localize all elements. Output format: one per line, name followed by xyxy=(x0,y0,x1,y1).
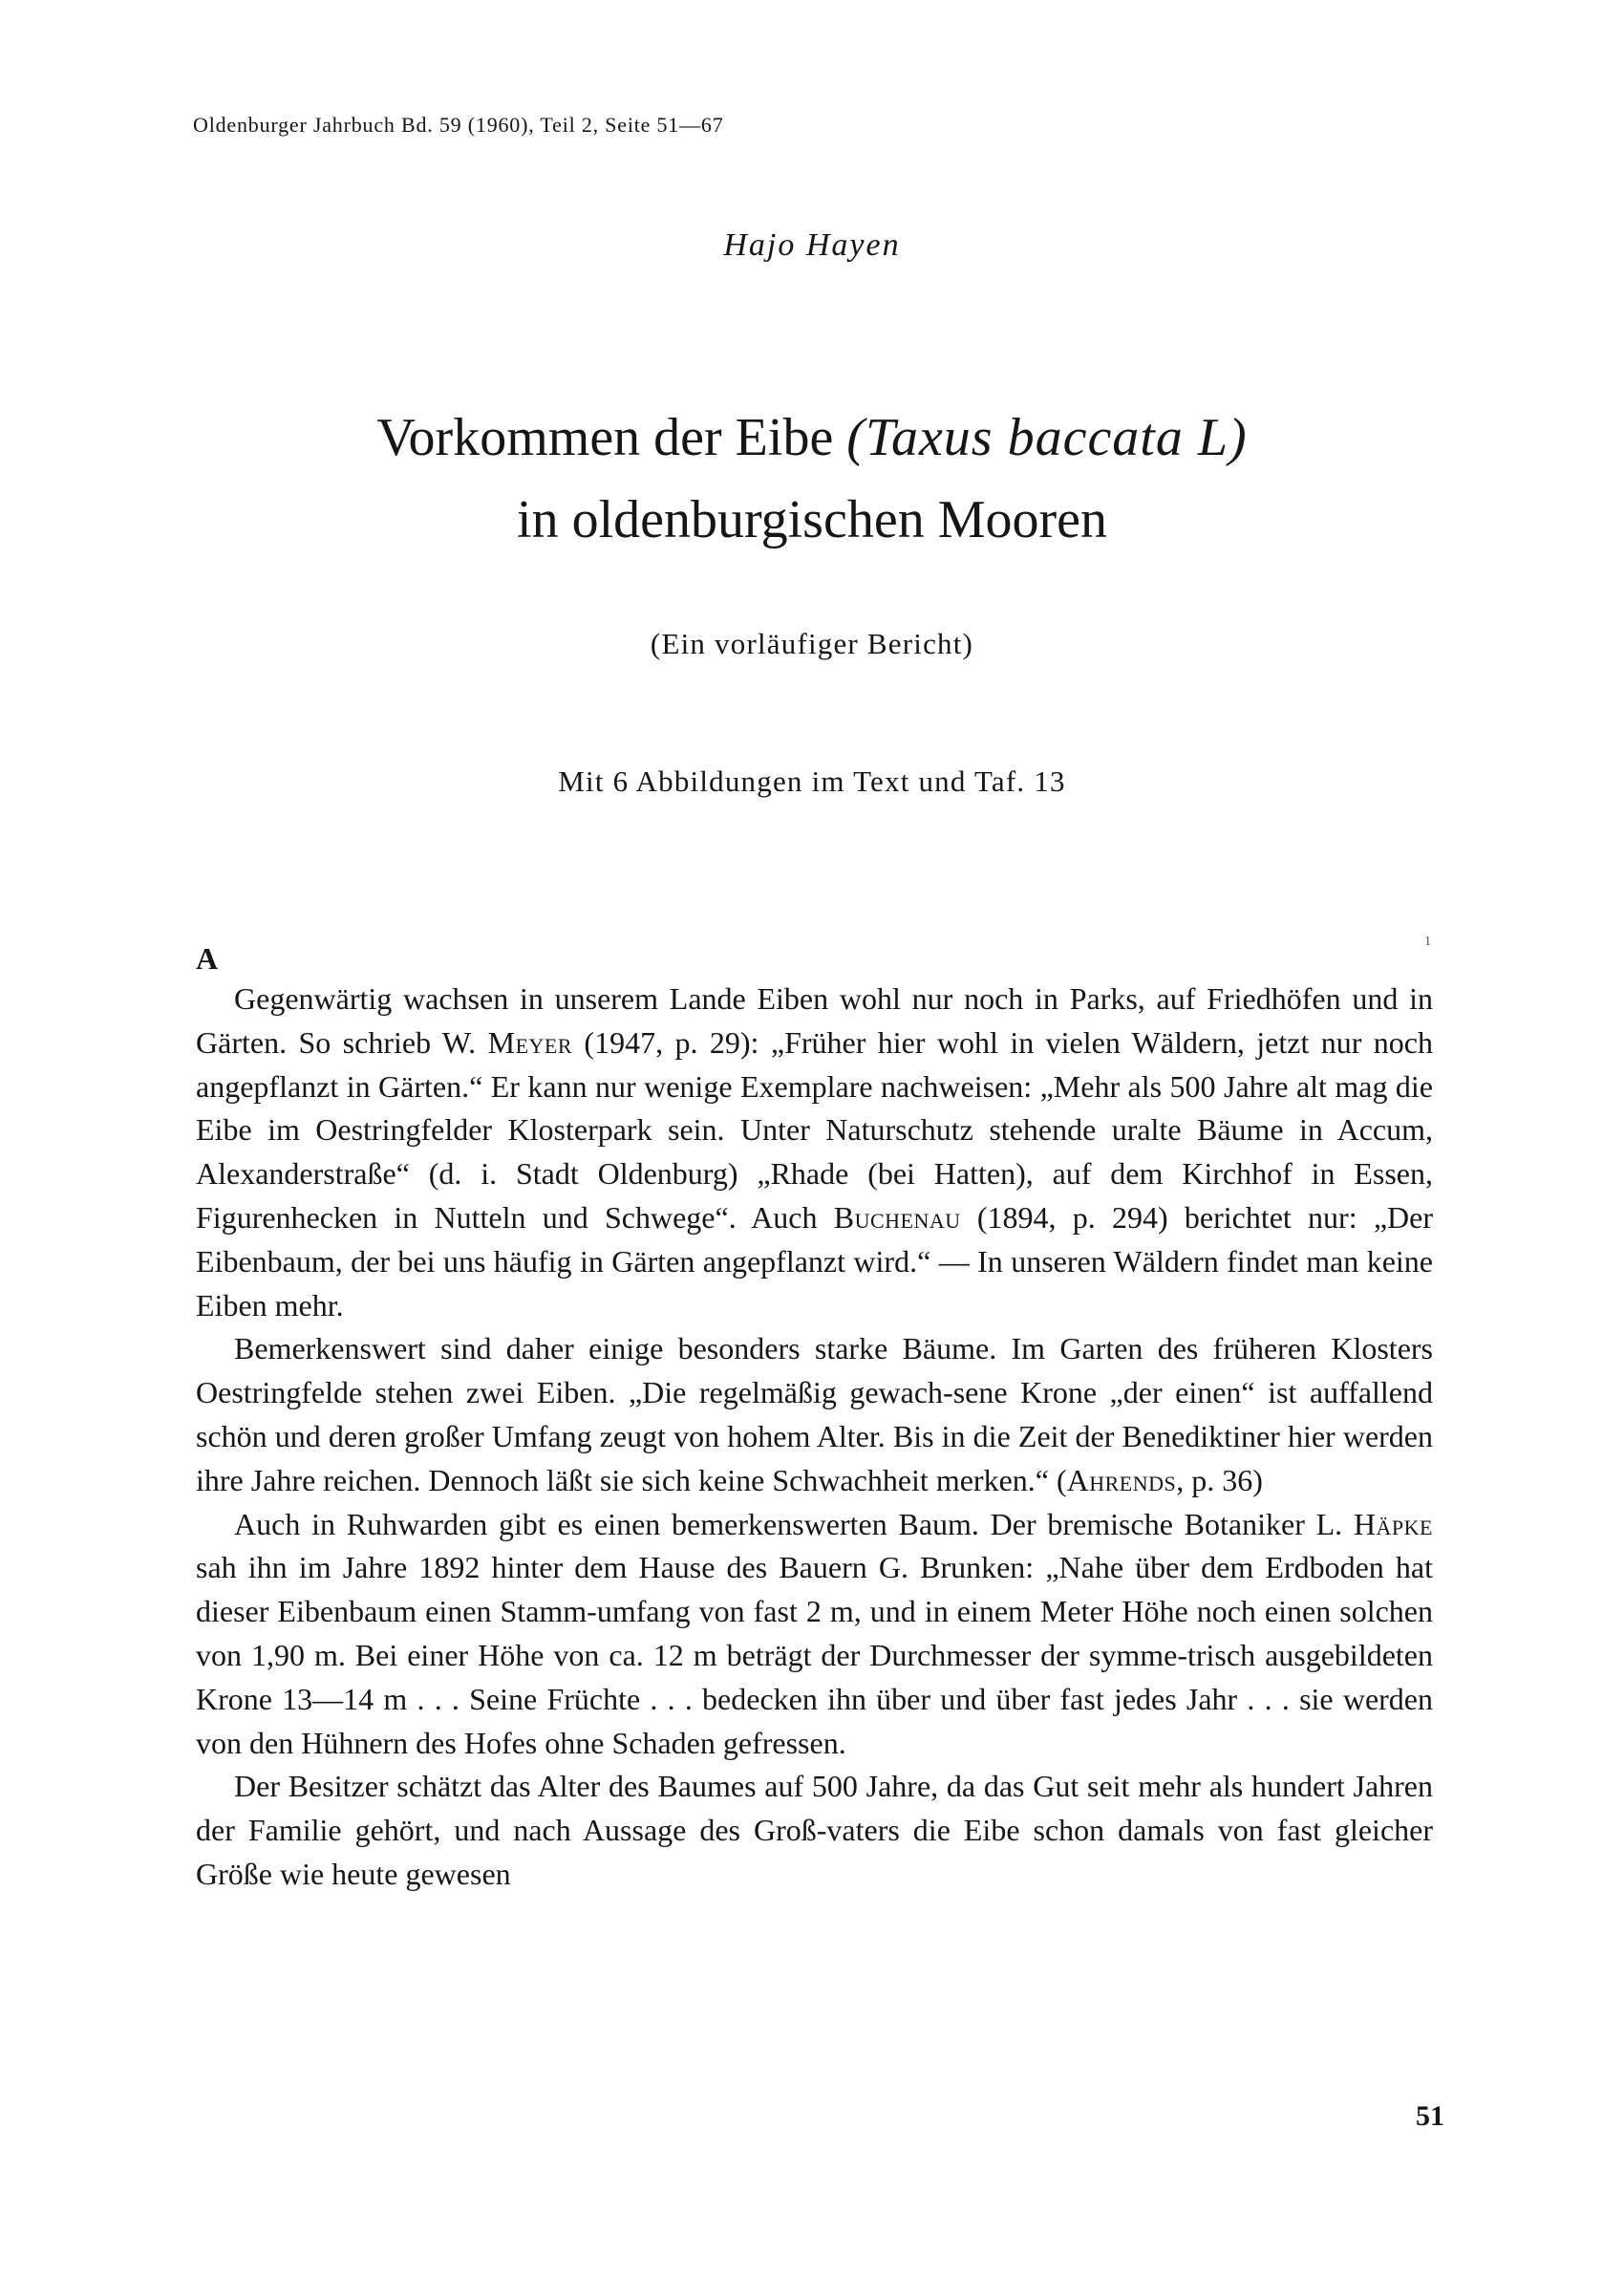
title-latin-name: (Taxus baccata L) xyxy=(846,408,1248,467)
body-text xyxy=(196,978,1433,1897)
paragraph-3-text-b: sah ihn im Jahre 1892 hinter dem Hause des Bauern G. Brunken: „Nahe über dem Erdboden hat dieser Eibenbaum einen Stamm-umfang von fast 2 m, und in einem Meter Höhe noch einen solchen von 1,90 m. Bei einer Höhe von ca. 12 m beträgt der Durchmesser der symme-trisch ausgebildeten Krone 13—14 m . . . Seine Früchte . . . bedecken ihn über und über fast jedes Jahr . . . sie werden von den Hühnern des Hofes ohne Schaden gefressen. xyxy=(196,1550,1433,1760)
page-number: 51 xyxy=(1416,2100,1444,2132)
author-ref-buchenau: Buchenau xyxy=(833,1199,961,1235)
title-prefix: Vorkommen der Eibe xyxy=(376,408,847,467)
author-ref-meyer: Meyer xyxy=(487,1024,573,1060)
paragraph-1-text-c: (1894, p. 294) berichtet nur: „Der Eibenbaum, der bei uns häufig in Gärten angepflanzt wird.“ — In unseren Wäldern findet man keine Eiben mehr. xyxy=(196,1199,1434,1322)
paragraph-3 xyxy=(196,1503,1433,1766)
author-name: Hajo Hayen xyxy=(723,227,901,263)
section-heading: A xyxy=(196,941,219,976)
paragraph-2-text-a: Bemerkenswert sind daher einige besonders starke Bäume. Im Garten des früheren Klosters Oestringfelde stehen zwei Eiben. „Die regelmäßig gewach-sene Krone „der einen“ ist auffallend schön und deren großer Umfang zeugt von hohem Alter. Bis in die Zeit der Benediktiner hier werden ihre Jahre reichen. Dennoch läßt sie sich keine Schwachheit merken.“ ( xyxy=(196,1331,1433,1497)
paragraph-2 xyxy=(196,1327,1433,1502)
paragraph-1 xyxy=(196,978,1433,1327)
paragraph-3-text-a: Auch in Ruhwarden gibt es einen bemerkenswerten Baum. Der bremische Botaniker L. xyxy=(234,1506,1354,1541)
paragraph-1-text-a: Gegenwärtig wachsen in unserem Lande Eiben wohl nur noch in Parks, auf Friedhöfen und in Gärten. So schrieb W. xyxy=(196,981,1433,1060)
margin-mark: 1 xyxy=(1424,935,1431,949)
title-line2: in oldenburgischen Mooren xyxy=(517,490,1107,549)
author-ref-haepke: Häpke xyxy=(1353,1506,1433,1541)
paragraph-1-text-b: (1947, p. 29): „Früher hier wohl in vielen Wäldern, jetzt nur noch angepflanzt in Gärten.“ Er kann nur wenige Exemplare nachweisen: „Mehr als 500 Jahre alt mag die Eibe im Oestringfelder Klosterpark sein. Unter Naturschutz stehende uralte Bäume in Accum, Alexanderstraße“ (d. i. Stadt Oldenburg) „Rhade (bei Hatten), auf dem Kirchhof in Essen, Figurenhecken in Nutteln und Schwege“. Auch xyxy=(196,1024,1434,1235)
author-ref-ahrends: Ahrends xyxy=(1066,1462,1177,1497)
paragraph-4: Der Besitzer schätzt das Alter des Baumes auf 500 Jahre, da das Gut seit mehr als hundert Jahren der Familie gehört, und nach Aussage des Groß-vaters die Eibe schon damals von fast gleicher Größe wie heute gewesen xyxy=(196,1769,1433,1891)
paragraph-2-text-b: , p. 36) xyxy=(1176,1462,1263,1497)
article-title xyxy=(0,397,1624,561)
journal-citation: Oldenburger Jahrbuch Bd. 59 (1960), Teil 2, Seite 51—67 xyxy=(193,113,724,137)
title-line1 xyxy=(376,408,1247,467)
figures-note: Mit 6 Abbildungen im Text und Taf. 13 xyxy=(558,764,1066,798)
article-subtitle: (Ein vorläufiger Bericht) xyxy=(650,627,974,660)
